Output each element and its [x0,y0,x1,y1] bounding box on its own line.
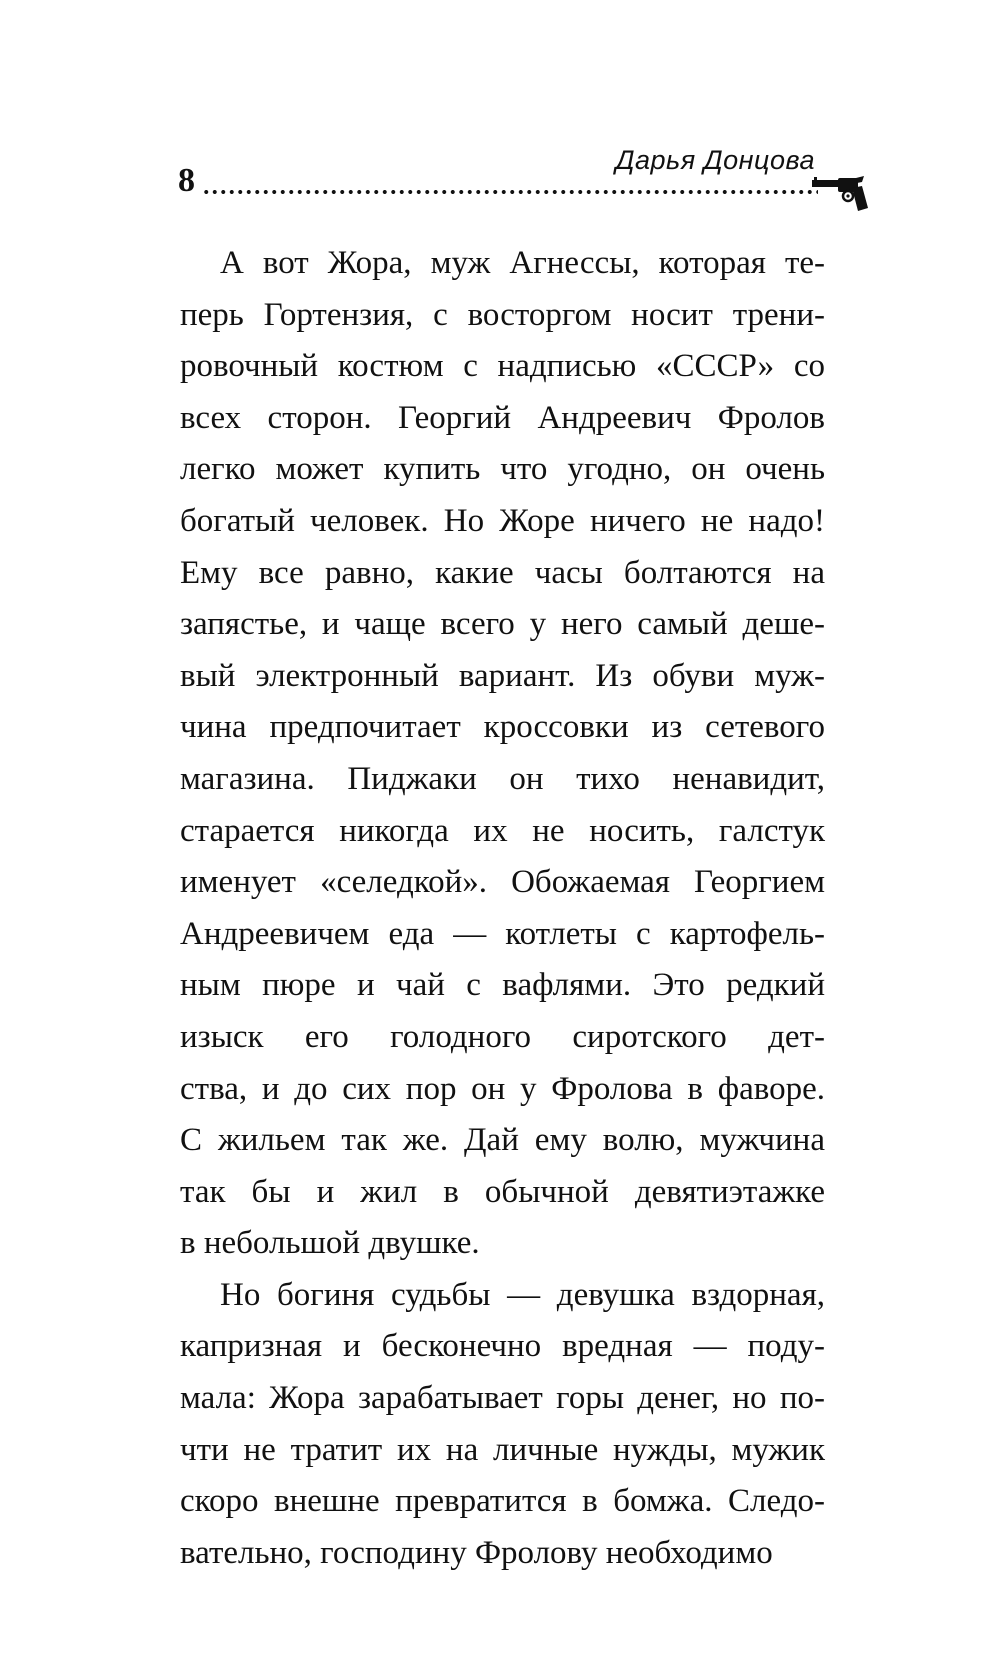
text-line: старается никогда их не носить, галстук [180,812,825,849]
paragraph [180,1270,825,1580]
text-line: перь Гортензия, с восторгом носит трени- [180,296,825,333]
text-line: Но богиня судьбы — девушка вздорная, [220,1276,825,1313]
text-line: С жильем так же. Дай ему волю, мужчина [180,1122,825,1159]
text-line: мала: Жора зарабатывает горы денег, но по- [180,1380,825,1417]
text-line: ным пюре и чай с вафлями. Это редкий [180,967,825,1004]
text-line: чти не тратит их на личные нужды, мужик [180,1431,825,1468]
text-line: запястье, и чаще всего у него самый деше- [180,606,825,643]
dotted-rule [202,190,818,194]
text-line: в небольшой двушке. [180,1225,480,1262]
text-line: ства, и до сих пор он у Фролова в фаворе. [180,1070,825,1107]
text-line: именует «селедкой». Обожаемая Георгием [180,864,825,901]
revolver-icon [812,176,870,212]
text-line: всех сторон. Георгий Андреевич Фролов [180,399,825,436]
text-line: чина предпочитает кроссовки из сетевого [180,709,825,746]
text-line: богатый человек. Но Жоре ничего не надо! [180,502,825,539]
text-line: А вот Жора, муж Агнессы, которая те- [220,245,825,281]
text-line: Ему все равно, какие часы болтаются на [180,554,825,591]
text-line: легко может купить что угодно, он очень [180,451,825,488]
text-line: изыск его голодного сиротского дет- [180,1018,825,1055]
text-line: вый электронный вариант. Из обуви муж- [180,657,825,694]
text-line: капризная и бесконечно вредная — поду- [180,1328,825,1365]
paragraph [180,238,825,1270]
body-text [180,238,825,1579]
text-line: Андреевичем еда — котлеты с картофель- [180,915,825,952]
text-line: скоро внешне превратится в бомжа. Следо- [180,1483,825,1520]
text-line: так бы и жил в обычной девятиэтажке [180,1173,825,1210]
page-number: 8 [178,162,195,199]
running-header-author: Дарья Донцова [615,145,815,175]
text-line: ровочный костюм с надписью «СССР» со [180,348,825,385]
text-line: вательно, господину Фролову необходимо [180,1534,773,1571]
text-line: магазина. Пиджаки он тихо ненавидит, [180,760,825,797]
